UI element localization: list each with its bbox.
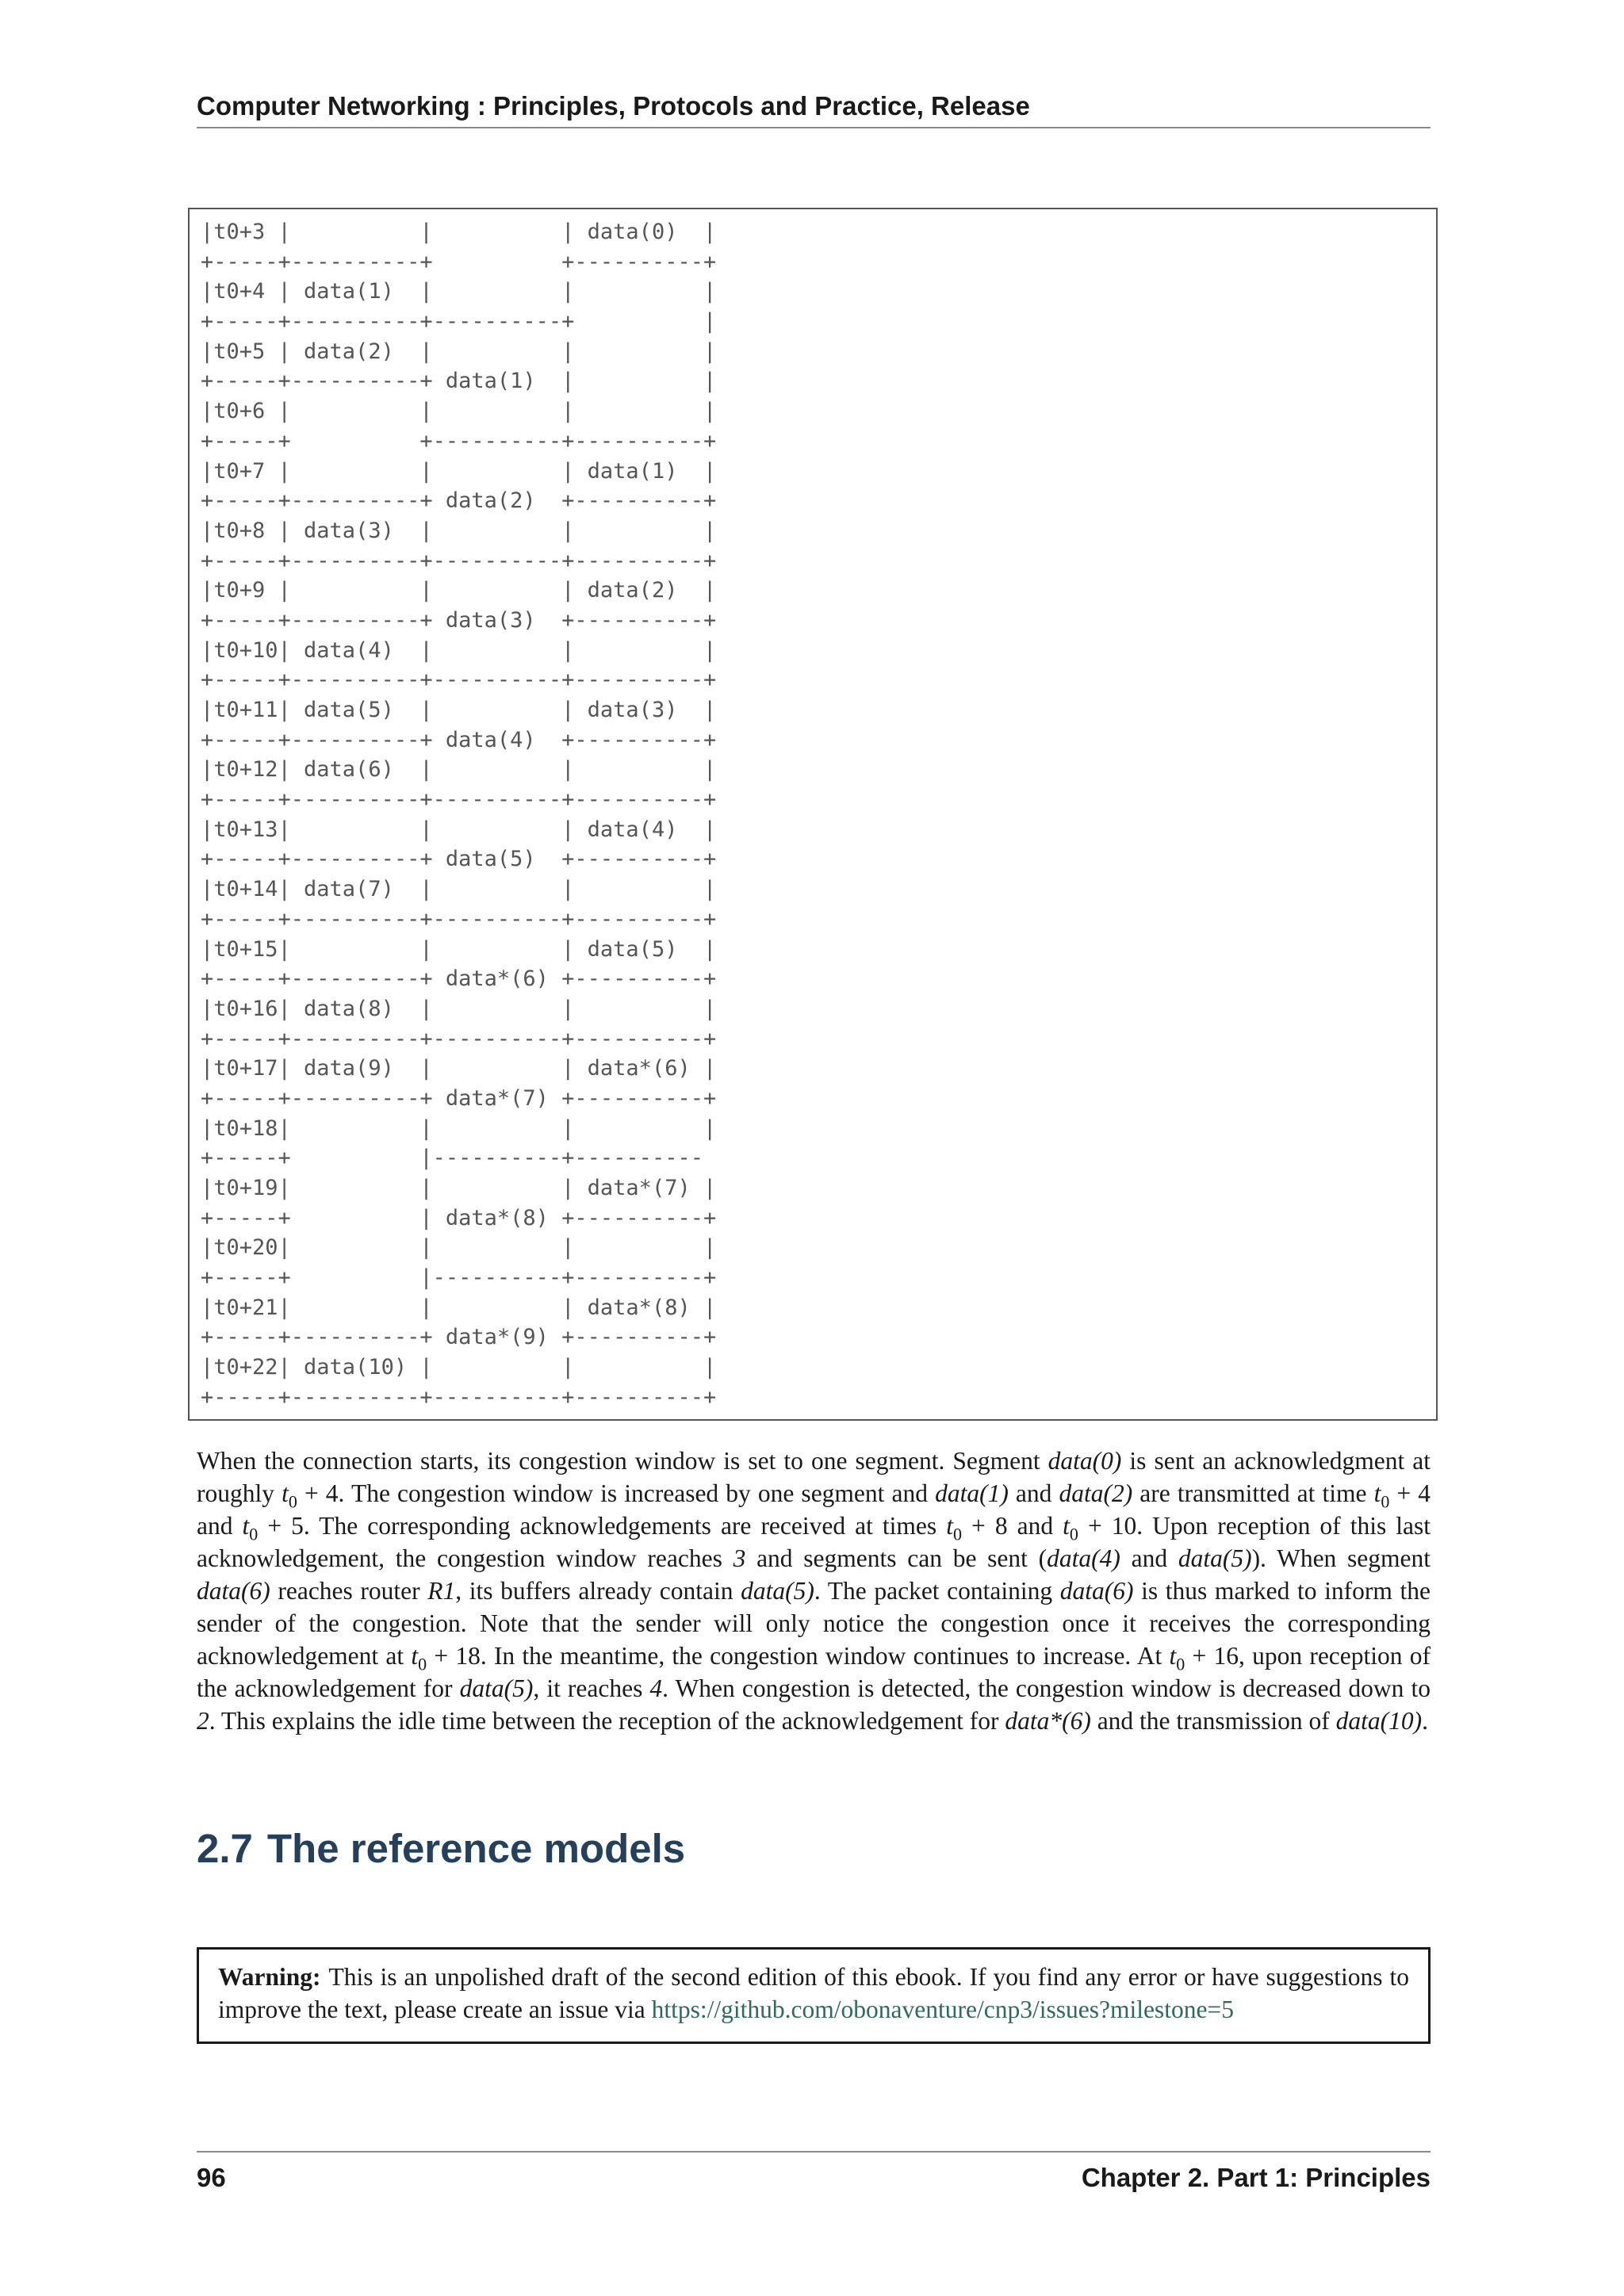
code-line: |t0+12| data(6) | | | bbox=[201, 757, 717, 783]
code-line: +-----+----------+----------+ | bbox=[201, 309, 717, 335]
code-line: +-----+----------+ data*(9) +----------+ bbox=[201, 1325, 717, 1350]
para-text: are transmitted at time bbox=[1132, 1479, 1374, 1507]
math-variable: t bbox=[242, 1512, 250, 1540]
para-text: + 8 and bbox=[961, 1512, 1063, 1540]
book-title: Computer Networking : Principles, Protocols and Practice, Release bbox=[197, 91, 1030, 121]
para-text: is sent an acknowledgment at roughly bbox=[197, 1447, 1431, 1507]
para-em: data(5) bbox=[741, 1577, 814, 1605]
code-line: |t0+13| | | data(4) | bbox=[201, 817, 717, 842]
math-subscript: 0 bbox=[952, 1524, 962, 1544]
para-em: data(0) bbox=[1048, 1447, 1122, 1475]
code-line: +-----+ |----------+----------+ bbox=[201, 1265, 717, 1291]
math-variable: t bbox=[1169, 1642, 1177, 1670]
code-line: +-----+----------+ data(5) +----------+ bbox=[201, 847, 717, 872]
para-text: + 4 and bbox=[197, 1479, 1431, 1540]
math-subscript: 0 bbox=[418, 1654, 427, 1674]
para-text: , its buffers already contain bbox=[455, 1577, 741, 1605]
para-text: + 18. In the meantime, the congestion window continues to increase. At bbox=[427, 1642, 1170, 1670]
code-line: +-----+----------+----------+----------+ bbox=[201, 787, 717, 813]
para-em: data(4) bbox=[1047, 1544, 1120, 1572]
para-text: and segments can be sent ( bbox=[745, 1544, 1048, 1572]
code-line: |t0+20| | | | bbox=[201, 1235, 717, 1261]
code-line: |t0+22| data(10) | | | bbox=[201, 1355, 717, 1380]
code-line: |t0+10| data(4) | | | bbox=[201, 637, 717, 663]
para-text: + 10. Upon reception of this last acknowledgement, the congestion window reaches bbox=[197, 1512, 1431, 1572]
code-line: |t0+5 | data(2) | | | bbox=[201, 339, 717, 364]
warning-text: This is an unpolished draft of the second edition of this ebook. If you find any error or have suggestions to improve the text, please create an issue via bbox=[218, 1963, 1409, 2023]
code-line: +-----+----------+ data(4) +----------+ bbox=[201, 727, 717, 752]
math-t0 bbox=[242, 1512, 259, 1544]
para-text: and bbox=[1120, 1544, 1178, 1572]
para-em: 3 bbox=[733, 1544, 746, 1572]
code-line: +-----+ +----------+----------+ bbox=[201, 428, 717, 453]
code-line: +-----+----------+ data*(7) +----------+ bbox=[201, 1085, 717, 1111]
code-line: |t0+19| | | data*(7) | bbox=[201, 1176, 717, 1200]
para-em: data(6) bbox=[1059, 1577, 1134, 1605]
para-text: . This explains the idle time between the reception of the acknowledgement for bbox=[209, 1707, 1005, 1735]
warning-admonition bbox=[197, 1947, 1431, 2044]
para-text: ). When segment bbox=[1251, 1544, 1431, 1572]
page-number: 96 bbox=[197, 2163, 226, 2192]
warning-label: Warning: bbox=[218, 1963, 321, 1991]
para-em: data(5) bbox=[459, 1674, 534, 1702]
math-subscript: 0 bbox=[1069, 1524, 1078, 1544]
math-t0 bbox=[1169, 1642, 1185, 1674]
math-subscript: 0 bbox=[1381, 1491, 1390, 1512]
para-text: and the transmission of bbox=[1090, 1707, 1336, 1735]
code-block bbox=[188, 208, 1438, 1421]
math-variable: t bbox=[282, 1479, 289, 1507]
code-line: |t0+15| | | data(5) | bbox=[201, 936, 717, 962]
para-text: . When congestion is detected, the congestion window is decreased down to bbox=[662, 1674, 1431, 1702]
math-t0 bbox=[1063, 1512, 1078, 1544]
math-variable: t bbox=[1373, 1479, 1381, 1507]
math-t0 bbox=[411, 1642, 427, 1674]
code-line: +-----+----------+----------+----------+ bbox=[201, 548, 717, 573]
para-text: . The packet containing bbox=[814, 1577, 1060, 1605]
code-line: +-----+ |----------+---------- bbox=[201, 1146, 703, 1171]
math-variable: t bbox=[1063, 1512, 1070, 1540]
body-paragraph bbox=[197, 1445, 1431, 1737]
code-line: +-----+ | data*(8) +----------+ bbox=[201, 1205, 717, 1230]
para-text: + 5. The corresponding acknowledgements are received at times bbox=[258, 1512, 947, 1540]
para-em: data(6) bbox=[197, 1577, 270, 1605]
chapter-title: Chapter 2. Part 1: Principles bbox=[1081, 2163, 1431, 2192]
math-subscript: 0 bbox=[288, 1491, 297, 1512]
section-heading bbox=[197, 1823, 685, 1874]
code-line: |t0+6 | | | | bbox=[201, 399, 717, 424]
code-line: |t0+17| data(9) | | data*(6) | bbox=[201, 1056, 717, 1081]
code-line: |t0+4 | data(1) | | | bbox=[201, 279, 717, 304]
para-text: + 16, upon reception of the acknowledgement for bbox=[197, 1642, 1431, 1702]
para-text: and bbox=[1008, 1479, 1059, 1507]
para-em: data(2) bbox=[1059, 1479, 1133, 1507]
code-line: |t0+8 | data(3) | | | bbox=[201, 518, 717, 543]
code-line: |t0+9 | | | data(2) | bbox=[201, 578, 717, 603]
section-title-text: The reference models bbox=[266, 1826, 686, 1871]
math-t0 bbox=[282, 1479, 297, 1512]
math-t0 bbox=[1373, 1479, 1390, 1512]
section-number: 2.7 bbox=[197, 1826, 253, 1871]
code-line: +-----+----------+----------+----------+ bbox=[201, 668, 717, 693]
running-header bbox=[197, 89, 1431, 128]
para-text: When the connection starts, its congestion window is set to one segment. Segment bbox=[197, 1447, 1048, 1475]
para-em: 2 bbox=[197, 1707, 209, 1735]
page-footer bbox=[197, 2151, 1431, 2195]
code-line: |t0+3 | | | data(0) | bbox=[201, 220, 717, 244]
math-variable: t bbox=[411, 1642, 419, 1670]
math-t0 bbox=[946, 1512, 962, 1544]
para-em: R1 bbox=[427, 1577, 456, 1605]
code-line: +-----+----------+ +----------+ bbox=[201, 249, 717, 274]
code-line: +-----+----------+----------+----------+ bbox=[201, 1384, 717, 1410]
code-line: +-----+----------+ data(1) | | bbox=[201, 369, 717, 394]
math-subscript: 0 bbox=[1176, 1654, 1185, 1674]
code-line: +-----+----------+----------+----------+ bbox=[201, 1026, 717, 1051]
para-em: data*(6) bbox=[1005, 1707, 1091, 1735]
para-text: , it reaches bbox=[533, 1674, 650, 1702]
math-subscript: 0 bbox=[249, 1524, 259, 1544]
para-em: data(5) bbox=[1178, 1544, 1252, 1572]
code-line: |t0+18| | | | bbox=[201, 1115, 717, 1141]
para-text: + 4. The congestion window is increased by one segment and bbox=[297, 1479, 936, 1507]
code-line: +-----+----------+----------+----------+ bbox=[201, 906, 717, 932]
code-line: +-----+----------+ data(3) +----------+ bbox=[201, 607, 717, 633]
code-line: |t0+14| data(7) | | | bbox=[201, 877, 717, 902]
math-variable: t bbox=[946, 1512, 953, 1540]
para-text: reaches router bbox=[270, 1577, 428, 1605]
para-em: data(1) bbox=[935, 1479, 1009, 1507]
para-em: 4 bbox=[649, 1674, 663, 1702]
para-text: is thus marked to inform the sender of the congestion. Note that the sender will only notice the congestion once it receives the corresponding acknowledgement at bbox=[197, 1577, 1431, 1670]
code-line: |t0+21| | | data*(8) | bbox=[201, 1295, 717, 1320]
para-em: data(10) bbox=[1335, 1707, 1423, 1735]
para-text: . bbox=[1422, 1707, 1429, 1735]
code-line: |t0+7 | | | data(1) | bbox=[201, 458, 717, 484]
code-line: +-----+----------+ data*(6) +----------+ bbox=[201, 966, 717, 992]
issues-link[interactable]: https://github.com/obonaventure/cnp3/issues?milestone=5 bbox=[651, 1996, 1234, 2023]
code-line: |t0+16| data(8) | | | bbox=[201, 996, 717, 1021]
code-line: +-----+----------+ data(2) +----------+ bbox=[201, 488, 717, 514]
code-line: |t0+11| data(5) | | data(3) | bbox=[201, 698, 717, 722]
